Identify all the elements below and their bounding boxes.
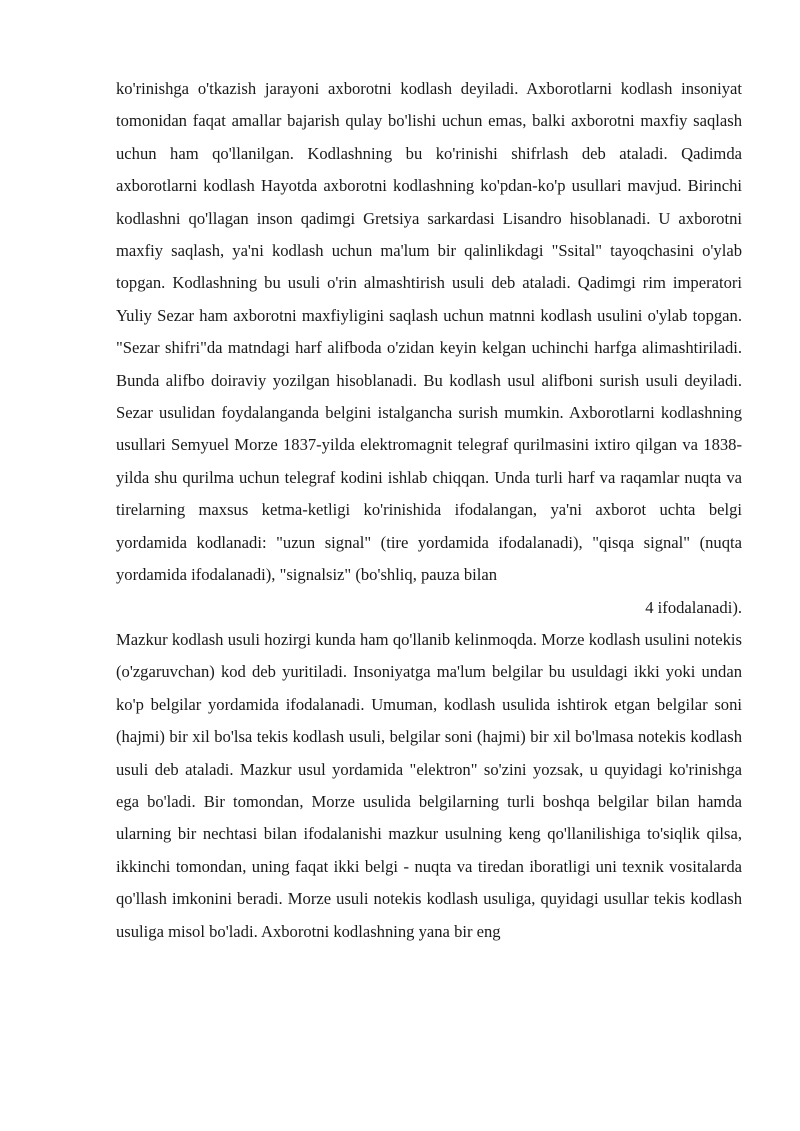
paragraph-1-end: 4 ifodalanadi). <box>645 597 742 617</box>
paragraph-2: Mazkur kodlash usuli hozirgi kunda ham qo'llanib kelinmoqda. Morze kodlash usulini notekis (o'zgaruvchan) kod deb yuritiladi. Insoniyatga ma'lum belgilar bu usuldagi ikki yoki undan ko'p belgilar yordamida ifodalanadi. Umuman, kodlash usulida ishtirok etgan belgilar soni (hajmi) bir xil bo'lsa tekis kodlash usuli, belgilar soni (hajmi) bir xil bo'lmasa notekis kodlash usuli deb ataladi. Mazkur usul yordamida "elektron" so'zini yozsak, u quyidagi ko'rinishga ega bo'ladi. Bir tomondan, Morze usulida belgilarning turli boshqa belgilar bilan hamda ularning bir nechtasi bilan ifodalanishi mazkur usulning keng qo'llanilishiga to'siqlik qilsa, ikkinchi tomondan, uning faqat ikki belgi - nuqta va tiredan iboratligi uni texnik vositalarda qo'llash imkonini beradi. Morze usuli notekis kodlash usuliga, quyidagi usullar tekis kodlash usuliga misol bo'ladi. Axborotni kodlashning yana bir eng <box>116 629 742 941</box>
paragraph-1: ko'rinishga o'tkazish jarayoni axborotni kodlash deyiladi. Axborotlarni kodlash insoniyat tomonidan faqat amallar bajarish qulay bo'lishi uchun emas, balki axborotni maxfiy saqlash uchun ham qo'llanilgan. Kodlashning bu ko'rinishi shifrlash deb ataladi. Qadimda axborotlarni kodlash Hayotda axborotni kodlashning ko'pdan-ko'p usullari mavjud. Birinchi kodlashni qo'llagan inson qadimgi Gretsiya sarkardasi Lisandro hisoblanadi. U axborotni maxfiy saqlash, ya'ni kodlash uchun ma'lum bir qalinlikdagi "Ssital" tayoqchasini o'ylab topgan. Kodlashning bu usuli o'rin almashtirish usuli deb ataladi. Qadimgi rim imperatori Yuliy Sezar ham axborotni maxfiyligini saqlash uchun matnni kodlash usulini o'ylab topgan. "Sezar shifri"da matndagi harf alifboda o'zidan keyin kelgan uchinchi harfga alimashtiriladi. Bunda alifbo doiraviy yozilgan hisoblanadi. Bu kodlash usul alifboni surish usuli deyiladi. Sezar usulidan foydalanganda belgini istalgancha surish mumkin. Axborotlarni kodlashning usullari Semyuel Morze 1837-yilda elektromagnit telegraf qurilmasini ixtiro qilgan va 1838-yilda shu qurilma uchun telegraf kodini ishlab chiqqan. Unda turli harf va raqamlar nuqta va tirelarning maxsus ketma-ketligi ko'rinishida ifodalangan, ya'ni axborot uchta belgi yordamida kodlanadi: "uzun signal" (tire yordamida ifodalanadi), "qisqa signal" (nuqta yordamida ifodalanadi), "signalsiz" (bo'shliq, pauza bilan <box>116 79 742 585</box>
document-page <box>116 73 742 948</box>
